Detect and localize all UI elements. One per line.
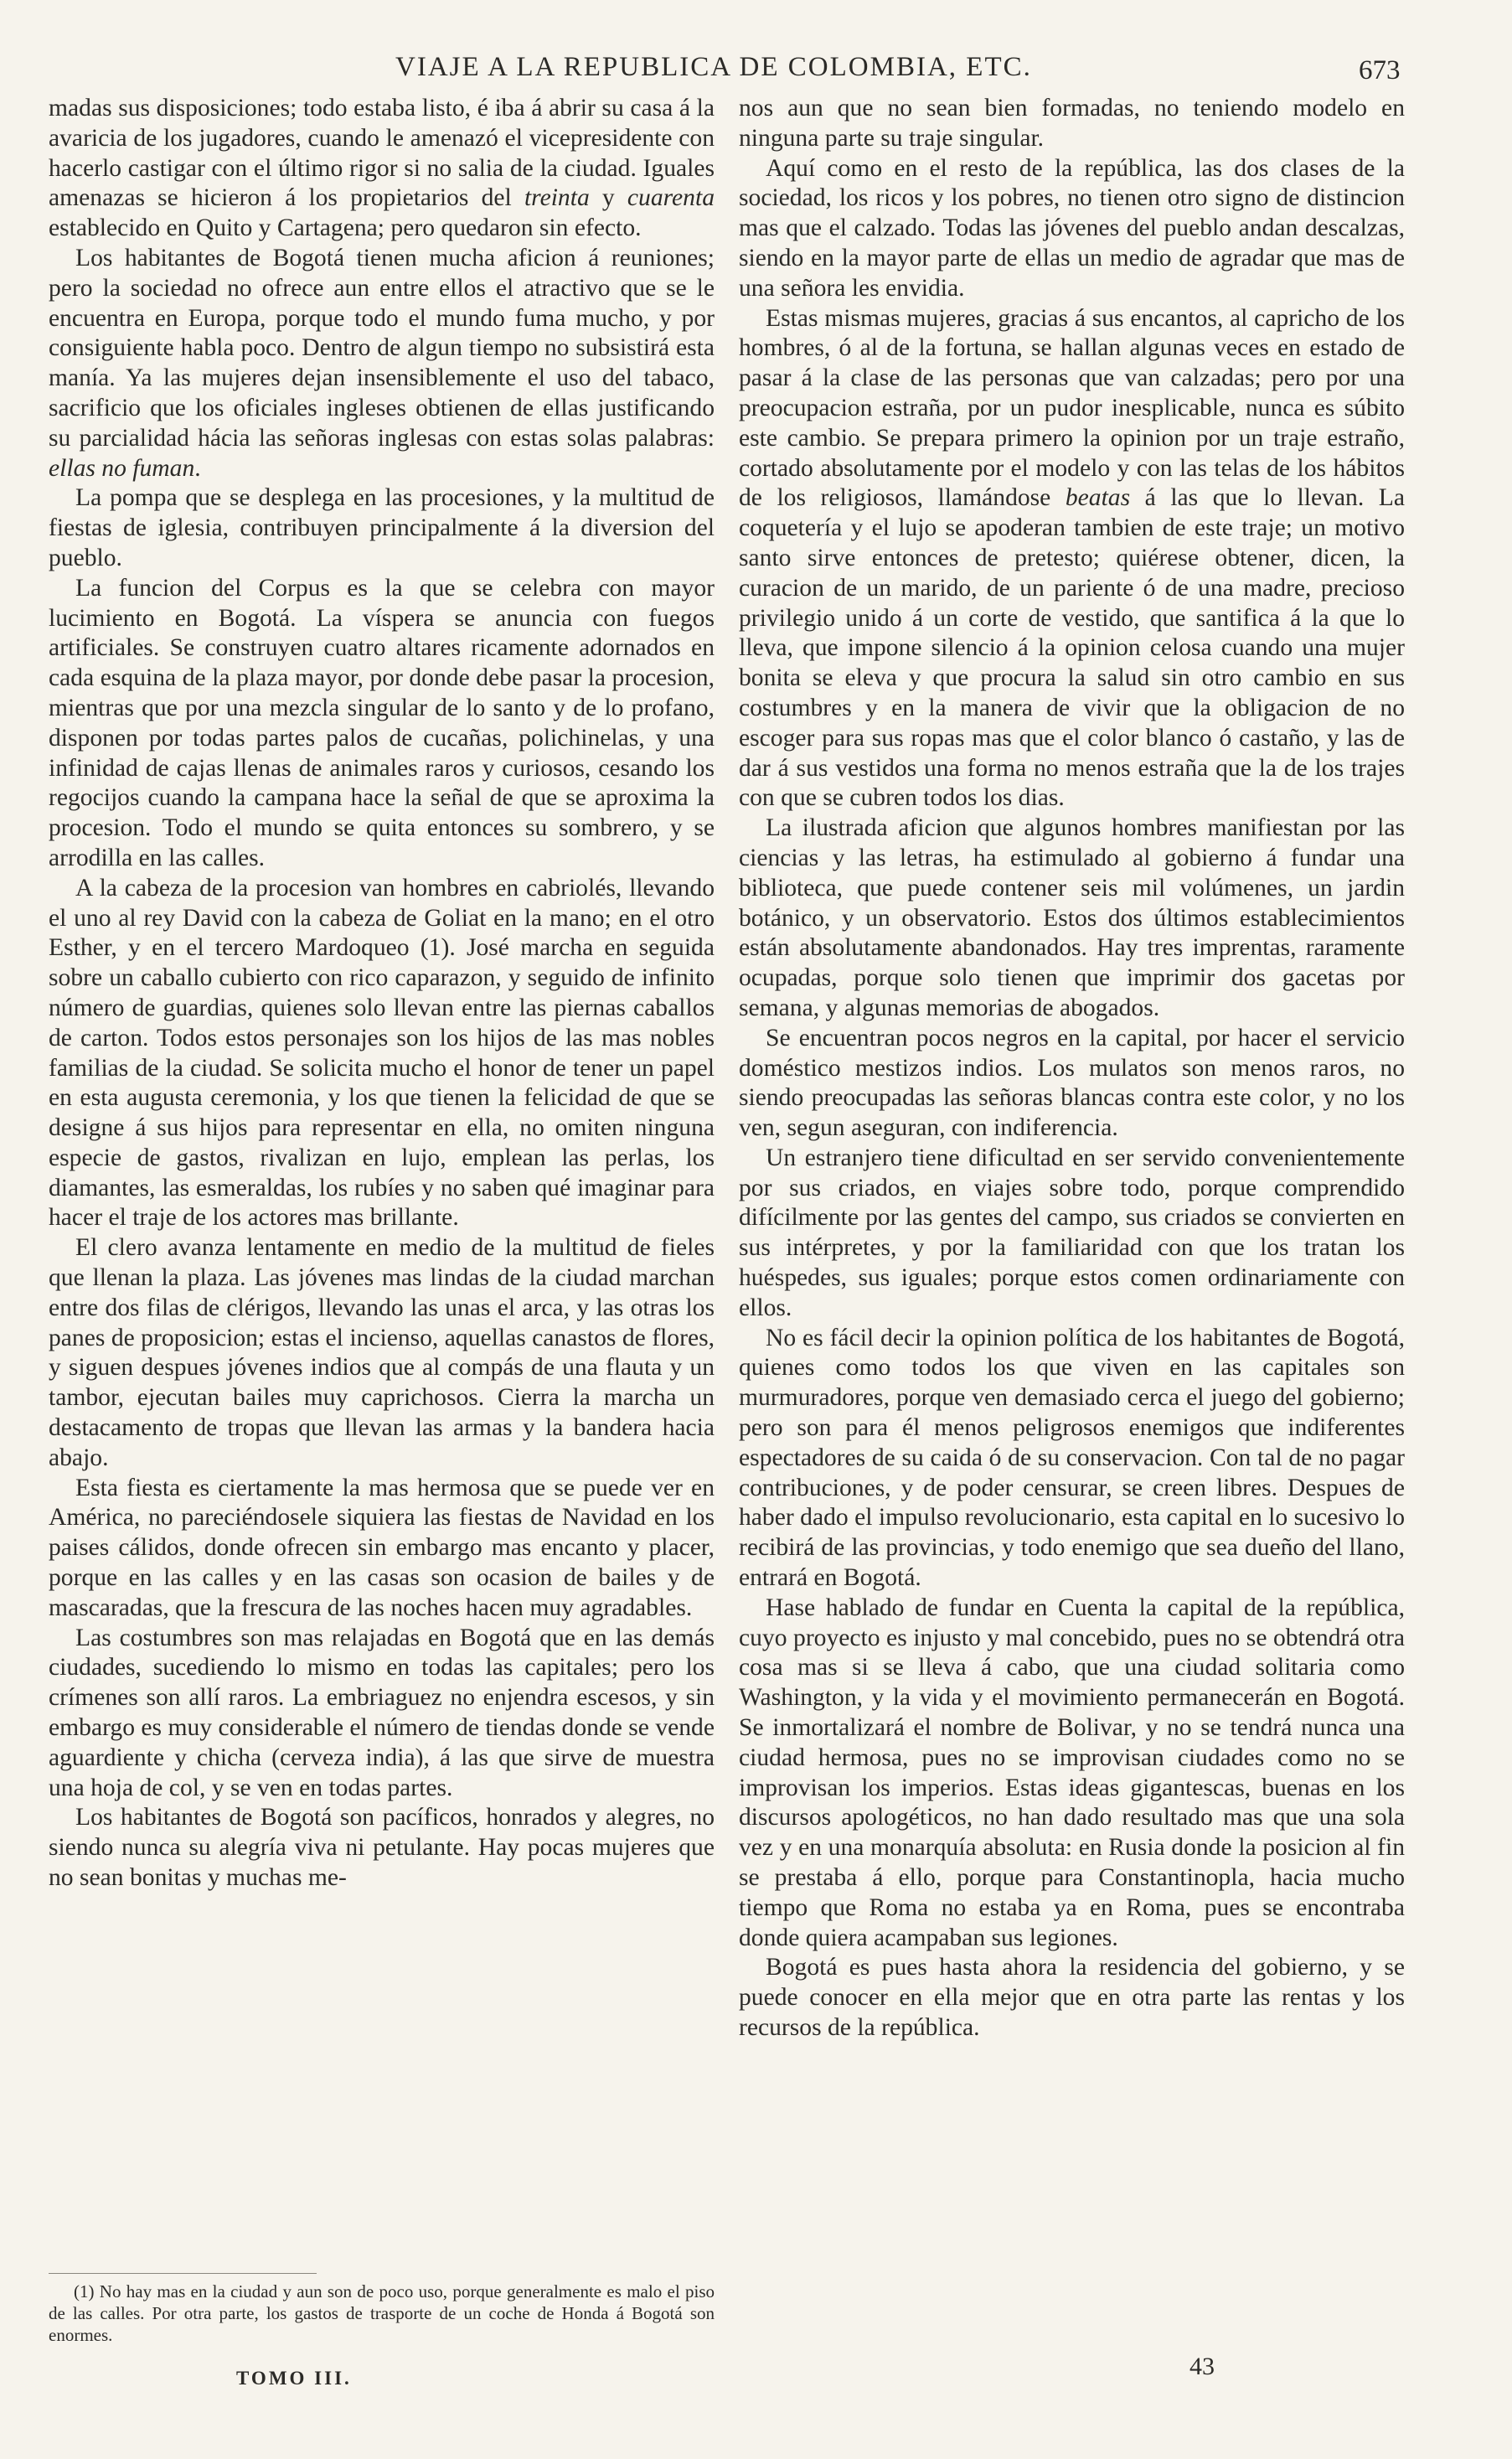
running-title: VIAJE A LA REPUBLICA DE COLOMBIA, ETC. (395, 52, 1032, 82)
paragraph: Se encuentran pocos negros en la capital, por hacer el servicio doméstico mestizos indios. Los mulatos son menos raros, no siendo preocupadas las señoras blancas contra este color, y no los ven, segun aseguran, con indiferencia. (739, 1024, 1405, 1142)
paragraph: Esta fiesta es ciertamente la mas hermosa que se puede ver en América, no pareciéndosele siquiera las fiestas de Navidad en los paises cálidos, donde ofrecen sin embargo mas encanto y placer, porque en las calles y en las casas son ocasion de bailes y de mascaradas, que la frescura de las noches hacen muy agradables. (49, 1474, 715, 1621)
signature-mark: 43 (1189, 2353, 1215, 2380)
paragraph: La ilustrada aficion que algunos hombres manifiestan por las ciencias y las letras, ha estimulado al gobierno á fundar una biblioteca, que puede contener seis mil volúmenes, un jardin botánico, y un observatorio. Estos dos últimos establecimientos están absolutamente abandonados. Hay tres imprentas, raramente ocupadas, porque solo tienen que imprimir dos gacetas por semana, y algunas memorias de abogados. (739, 814, 1405, 1021)
paragraph: A la cabeza de la procesion van hombres en cabriolés, llevando el uno al rey David con la cabeza de Goliat en la mano; en el otro Esther, y en el tercero Mardoqueo (1). José marcha en seguida sobre un caballo cubierto con rico caparazon, y seguido de infinito número de guardias, quienes solo llevan entre las piernas caballos de carton. Todos estos personajes son los hijos de las mas nobles familias de la ciudad. Se solicita mucho el honor de tener un papel en esta augusta ceremonia, y los que tienen la felicidad de que se designe á sus hijos para representar en ella, no omiten ninguna especie de gastos, rivalizan en lujo, emplean las perlas, los diamantes, las esmeraldas, los rubíes y no saben qué imaginar para hacer el traje de los actores mas brillante. (49, 874, 715, 1232)
paragraph: Las costumbres son mas relajadas en Bogotá que en las demás ciudades, sucediendo lo mismo en todas las capitales; pero los crímenes son allí raros. La embriaguez no enjendra escesos, y sin embargo es muy considerable el número de tiendas donde se vende aguardiente y chicha (cerveza india), á las que sirve de muestra una hoja de col, y se ven en todas partes. (49, 1624, 715, 1801)
left-column (49, 94, 715, 1893)
paragraph: No es fácil decir la opinion política de los habitantes de Bogotá, quienes como todos los que viven en las capitales son murmuradores, porque ven demasiado cerca el juego del gobierno; pero son para él menos peligrosos enemigos que indiferentes espectadores de su caida ó de su conservacion. Con tal de no pagar contribuciones, y de poder censurar, se creen libres. Despues de haber dado el impulso revolucionario, esta capital en lo sucesivo lo recibirá de las provincias, y todo enemigo que sea dueño del llano, entrará en Bogotá. (739, 1324, 1405, 1592)
paragraph: Los habitantes de Bogotá son pacíficos, honrados y alegres, no siendo nunca su alegría viva ni petulante. Hay pocas mujeres que no sean bonitas y muchas me- (49, 1804, 715, 1892)
paragraph: Los habitantes de Bogotá tienen mucha aficion á reuniones; pero la sociedad no ofrece aun entre ellos el atractivo que se le encuentra en Europa, porque todo el mundo fuma mucho, y por consiguiente habla poco. Dentro de algun tiempo no subsistirá esta manía. Ya las mujeres dejan insensiblemente el uso del tabaco, sacrificio que los oficiales ingleses obtienen de ellas justificando su parcialidad hácia las señoras inglesas con estas solas palabras: ellas no fuman. (49, 244, 715, 482)
paragraph: Un estranjero tiene dificultad en ser servido convenientemente por sus criados, en viajes sobre todo, porque comprendido difícilmente por las gentes del campo, sus criados se convierten en sus intérpretes, y por la familiaridad con que los tratan los huéspedes, sus iguales; porque estos comen ordinariamente con ellos. (739, 1144, 1405, 1321)
footnote (49, 2281, 715, 2346)
paragraph: Hase hablado de fundar en Cuenta la capital de la república, cuyo proyecto es injusto y mal concebido, pues no se obtendrá otra cosa mas si se lleva á cabo, que una ciudad solitaria como Washington, y la vida y el movimiento permanecerán en Bogotá. Se inmortalizará el nombre de Bolivar, y no se tendrá nunca una ciudad hermosa, pues no se improvisan ciudades como no se improvisan los imperios. Estas ideas gigantescas, buenas en los discursos apologéticos, no han dado resultado mas que una sola vez y en una monarquía absoluta: en Rusia donde la posicion al fin se prestaba á ello, porque para Constantinopla, hacia mucho tiempo que Roma no estaba ya en Roma, pues se encontraba donde quiera acampaban sus legiones. (739, 1594, 1405, 1951)
footnote-text: (1) No hay mas en la ciudad y aun son de poco uso, porque generalmente es malo el piso de las calles. Por otra parte, los gastos de trasporte de un coche de Honda á Bogotá son enormes. (49, 2281, 715, 2345)
running-head (0, 52, 1512, 90)
paragraph: Estas mismas mujeres, gracias á sus encantos, al capricho de los hombres, ó al de la fortuna, se hallan algunas veces en estado de pasar á la clase de las personas que van calzadas; pero por una preocupacion estraña, por un pudor inesplicable, nunca es súbito este cambio. Se prepara primero la opinion por un traje estraño, cortado absolutamente por el modelo y con las telas de los hábitos de los religiosos, llamándose beatas á las que lo llevan. La coquetería y el lujo se apoderan tambien de este traje; un motivo santo sirve entonces de pretesto; quiérese obtener, dicen, la curacion de un marido, de un pariente ó de una madre, precioso privilegio unido á un corte de vestido, que santifica á la que lo lleva, que impone silencio á la opinion celosa cuando una mujer bonita se eleva y que procura la salud sin otro cambio en sus costumbres y en la manera de vivir que la obligacion de no escoger para sus ropas mas que el color blanco ó castaño, y las de dar á sus vestidos una forma no menos estraña que la de los trajes con que se cubren todos los dias. (739, 304, 1405, 812)
footnote-rule (49, 2273, 317, 2274)
paragraph: Bogotá es pues hasta ahora la residencia del gobierno, y se puede conocer en ella mejor que en otra parte las rentas y los recursos de la república. (739, 1954, 1405, 2041)
paragraph: El clero avanza lentamente en medio de la multitud de fieles que llenan la plaza. Las jóvenes mas lindas de la ciudad marchan entre dos filas de clérigos, llevando las unas el arca, y las otras los panes de proposicion; estas el incienso, aquellas canastos de flores, y siguen despues jóvenes indios que al compás de una flauta y un tambor, ejecutan bailes muy caprichosos. Cierra la marcha un destacamento de tropas que llevan las armas y la bandera hacia abajo. (49, 1234, 715, 1471)
right-column (739, 94, 1405, 2043)
paragraph: La pompa que se desplega en las procesiones, y la multitud de fiestas de iglesia, contribuyen principalmente á la diversion del pueblo. (49, 484, 715, 571)
paragraph: nos aun que no sean bien formadas, no teniendo modelo en ninguna parte su traje singular. (739, 95, 1405, 152)
paragraph: madas sus disposiciones; todo estaba listo, é iba á abrir su casa á la avaricia de los jugadores, cuando le amenazó el vicepresidente con hacerlo castigar con el último rigor si no salia de la ciudad. Iguales amenazas se hicieron á los propietarios del treinta y cuarenta establecido en Quito y Cartagena; pero quedaron sin efecto. (49, 95, 715, 242)
paragraph: La funcion del Corpus es la que se celebra con mayor lucimiento en Bogotá. La víspera se anuncia con fuegos artificiales. Se construyen cuatro altares ricamente adornados en cada esquina de la plaza mayor, por donde debe pasar la procesion, mientras que por una mezcla singular de lo santo y de lo profano, disponen por todas partes palos de cucañas, polichinelas, y una infinidad de cajas llenas de animales raros y curiosos, cesando los regocijos cuando la campana hace la señal de que se aproxima la procesion. Todo el mundo se quita entonces su sombrero, y se arrodilla en las calles. (49, 574, 715, 871)
paragraph: Aquí como en el resto de la república, las dos clases de la sociedad, los ricos y los pobres, no tienen otro signo de distincion mas que el calzado. Todas las jóvenes del pueblo andan descalzas, siendo en la mayor parte de ellas un medio de agradar que mas de una señora les envidia. (739, 154, 1405, 302)
page-number: 673 (1359, 55, 1401, 85)
volume-label: TOMO III. (236, 2368, 352, 2389)
